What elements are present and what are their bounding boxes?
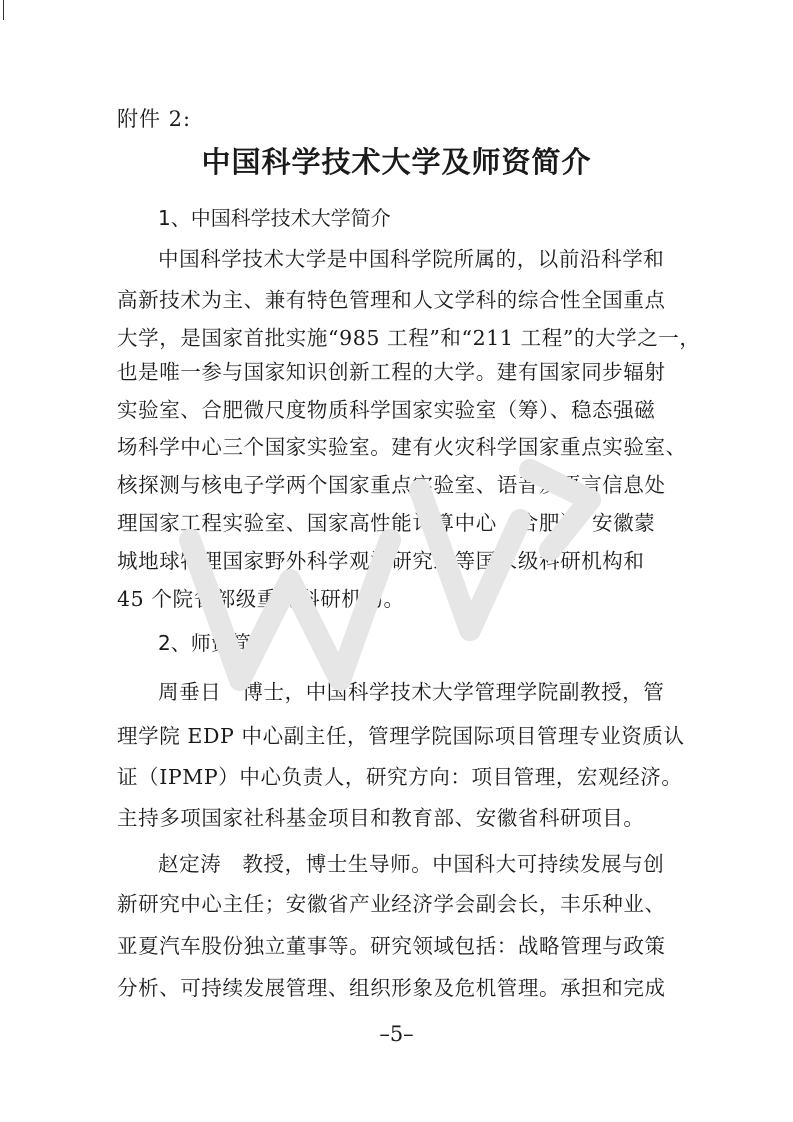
section-heading-faculty: 2、师资简介 bbox=[158, 631, 271, 655]
attachment-label: 附件 2: bbox=[117, 107, 192, 131]
paragraph-line: 理国家工程实验室、国家高性能计算中心（合肥）、安徽蒙 bbox=[117, 511, 656, 535]
paragraph-line: 实验室、合肥微尺度物质科学国家实验室（筹）、稳态强磁 bbox=[117, 398, 656, 422]
paragraph-line: 高新技术为主、兼有特色管理和人文学科的综合性全国重点 bbox=[117, 288, 666, 312]
paragraph-line: 45 个院省部级重点科研机构。 bbox=[117, 587, 405, 611]
paragraph-line: 赵定涛 教授，博士生导师。中国科大可持续发展与创 bbox=[158, 852, 665, 876]
paragraph-line: 大学，是国家首批实施“985 工程”和“211 工程”的大学之一， bbox=[117, 326, 701, 350]
paragraph-line: 亚夏汽车股份独立董事等。研究领域包括：战略管理与政策 bbox=[117, 934, 666, 958]
paragraph-line: 核探测与核电子学两个国家重点实验室、语音及语言信息处 bbox=[117, 473, 666, 497]
paragraph-line: 理学院 EDP 中心副主任，管理学院国际项目管理专业资质认 bbox=[117, 724, 685, 748]
paragraph-line: 分析、可持续发展管理、组织形象及危机管理。承担和完成 bbox=[117, 976, 666, 1000]
scan-margin-mark bbox=[3, 0, 4, 20]
section-heading-university: 1、中国科学技术大学简介 bbox=[158, 206, 391, 230]
paragraph-line: 中国科学技术大学是中国科学院所属的，以前沿科学和 bbox=[158, 247, 665, 271]
paragraph-line: 主持多项国家社科基金项目和教育部、安徽省科研项目。 bbox=[117, 806, 645, 830]
paragraph-line: 城地球物理国家野外科学观测研究站等国家级科研机构和 bbox=[117, 549, 645, 573]
paragraph-line: 证（IPMP）中心负责人，研究方向：项目管理，宏观经济。 bbox=[117, 765, 683, 789]
paragraph-line: 新研究中心主任；安徽省产业经济学会副会长，丰乐种业、 bbox=[117, 892, 666, 916]
page-title: 中国科学技术大学及师资简介 bbox=[201, 145, 592, 179]
paragraph-line: 场科学中心三个国家实验室。建有火灾科学国家重点实验室、 bbox=[117, 435, 687, 459]
paragraph-line: 也是唯一参与国家知识创新工程的大学。建有国家同步辐射 bbox=[117, 360, 666, 384]
paragraph-line: 周垂日 博士，中国科学技术大学管理学院副教授，管 bbox=[158, 680, 665, 704]
page-number: –5– bbox=[379, 1022, 414, 1046]
